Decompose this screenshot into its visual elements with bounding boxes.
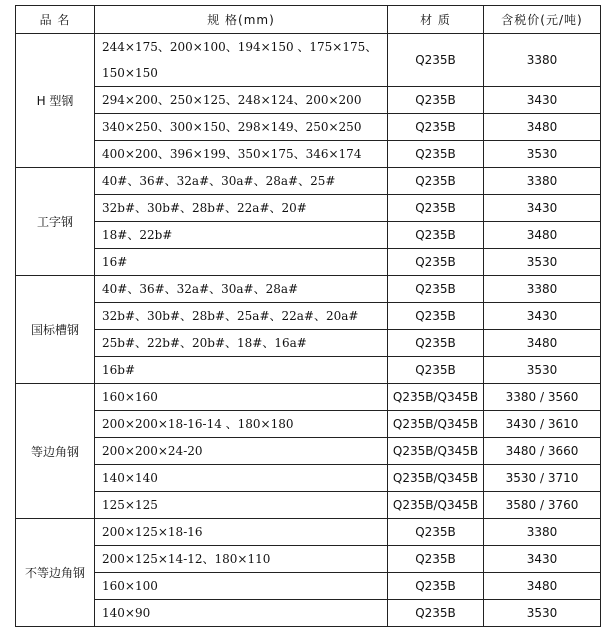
price-cell: 3430 / 3610 [484, 411, 601, 438]
spec-text: 200×200×24-20 [102, 444, 203, 458]
price-cell: 3480 [484, 222, 601, 249]
spec-cell [95, 168, 388, 195]
header-price: 含税价(元/吨) [484, 6, 601, 34]
material-cell: Q235B [388, 357, 484, 384]
price-cell: 3430 [484, 546, 601, 573]
table-row [16, 34, 601, 87]
table-row [16, 330, 601, 357]
spec-text: 160×160 [102, 390, 158, 404]
spec-text: 18#、22b# [102, 228, 173, 242]
table-row [16, 222, 601, 249]
spec-text: 40#、36#、32a#、30a#、28a# [102, 282, 299, 296]
header-material: 材 质 [388, 6, 484, 34]
price-cell: 3380 [484, 34, 601, 87]
spec-text: 16b# [102, 363, 136, 377]
spec-cell [95, 330, 388, 357]
spec-text: 40#、36#、32a#、30a#、28a#、25# [102, 174, 336, 188]
table-row [16, 276, 601, 303]
steel-price-table [15, 5, 601, 627]
price-cell: 3530 [484, 600, 601, 627]
material-cell: Q235B [388, 141, 484, 168]
spec-text: 25b#、22b#、20b#、18#、16a# [102, 336, 307, 350]
table-row [16, 249, 601, 276]
spec-text: 16# [102, 255, 128, 269]
spec-text: 340×250、300×150、298×149、250×250 [102, 120, 362, 134]
spec-cell [95, 411, 388, 438]
header-spec: 规 格(mm) [95, 6, 388, 34]
product-name-cell: H 型钢 [16, 34, 95, 168]
spec-cell [95, 34, 388, 87]
table-row [16, 87, 601, 114]
spec-text: 32b#、30b#、28b#、22a#、20# [102, 201, 307, 215]
table-row [16, 492, 601, 519]
spec-text: 200×125×14-12、180×110 [102, 552, 271, 566]
header-name: 品 名 [16, 6, 95, 34]
product-name-cell: 工字钢 [16, 168, 95, 276]
spec-cell [95, 600, 388, 627]
table-row [16, 303, 601, 330]
table-row [16, 519, 601, 546]
price-cell: 3480 [484, 114, 601, 141]
price-cell: 3430 [484, 195, 601, 222]
spec-cell [95, 384, 388, 411]
price-cell: 3530 [484, 249, 601, 276]
table-row [16, 438, 601, 465]
material-cell: Q235B [388, 34, 484, 87]
price-cell: 3530 / 3710 [484, 465, 601, 492]
product-name-cell: 国标槽钢 [16, 276, 95, 384]
material-cell: Q235B [388, 303, 484, 330]
table-row [16, 168, 601, 195]
material-cell: Q235B/Q345B [388, 384, 484, 411]
spec-text: 160×100 [102, 579, 158, 593]
material-cell: Q235B [388, 573, 484, 600]
header-row [16, 6, 601, 34]
material-cell: Q235B/Q345B [388, 492, 484, 519]
spec-cell [95, 357, 388, 384]
material-cell: Q235B [388, 87, 484, 114]
material-cell: Q235B [388, 546, 484, 573]
price-cell: 3430 [484, 87, 601, 114]
price-cell: 3430 [484, 303, 601, 330]
spec-cell [95, 492, 388, 519]
table-row [16, 411, 601, 438]
price-cell: 3480 [484, 330, 601, 357]
spec-cell [95, 438, 388, 465]
spec-text: 125×125 [102, 498, 158, 512]
material-cell: Q235B [388, 222, 484, 249]
material-cell: Q235B [388, 195, 484, 222]
spec-cell [95, 141, 388, 168]
price-cell: 3580 / 3760 [484, 492, 601, 519]
material-cell: Q235B/Q345B [388, 411, 484, 438]
table-row [16, 600, 601, 627]
spec-cell [95, 519, 388, 546]
product-name-cell: 等边角钢 [16, 384, 95, 519]
spec-cell [95, 114, 388, 141]
spec-cell [95, 249, 388, 276]
material-cell: Q235B [388, 168, 484, 195]
table-row [16, 141, 601, 168]
spec-cell [95, 465, 388, 492]
spec-text: 140×90 [102, 606, 151, 620]
table-body [16, 34, 601, 627]
table-row [16, 114, 601, 141]
material-cell: Q235B [388, 600, 484, 627]
material-cell: Q235B/Q345B [388, 438, 484, 465]
spec-text: 244×175、200×100、194×150 、175×175、150×150 [102, 40, 378, 80]
table-row [16, 384, 601, 411]
spec-text: 400×200、396×199、350×175、346×174 [102, 147, 362, 161]
spec-cell [95, 222, 388, 249]
spec-text: 140×140 [102, 471, 158, 485]
price-cell: 3380 [484, 276, 601, 303]
material-cell: Q235B [388, 519, 484, 546]
material-cell: Q235B [388, 276, 484, 303]
spec-cell [95, 303, 388, 330]
spec-text: 294×200、250×125、248×124、200×200 [102, 93, 362, 107]
table-row [16, 195, 601, 222]
spec-text: 200×200×18-16-14 、180×180 [102, 417, 294, 431]
spec-cell [95, 276, 388, 303]
spec-cell [95, 87, 388, 114]
spec-cell [95, 573, 388, 600]
table-row [16, 546, 601, 573]
material-cell: Q235B [388, 249, 484, 276]
table-row [16, 357, 601, 384]
spec-text: 200×125×18-16 [102, 525, 203, 539]
material-cell: Q235B/Q345B [388, 465, 484, 492]
price-cell: 3530 [484, 357, 601, 384]
material-cell: Q235B [388, 330, 484, 357]
spec-cell [95, 546, 388, 573]
spec-cell [95, 195, 388, 222]
price-cell: 3480 / 3660 [484, 438, 601, 465]
table-row [16, 465, 601, 492]
price-cell: 3380 [484, 519, 601, 546]
price-cell: 3380 / 3560 [484, 384, 601, 411]
price-cell: 3380 [484, 168, 601, 195]
price-cell: 3530 [484, 141, 601, 168]
product-name-cell: 不等边角钢 [16, 519, 95, 627]
table-row [16, 573, 601, 600]
spec-text: 32b#、30b#、28b#、25a#、22a#、20a# [102, 309, 359, 323]
price-cell: 3480 [484, 573, 601, 600]
material-cell: Q235B [388, 114, 484, 141]
